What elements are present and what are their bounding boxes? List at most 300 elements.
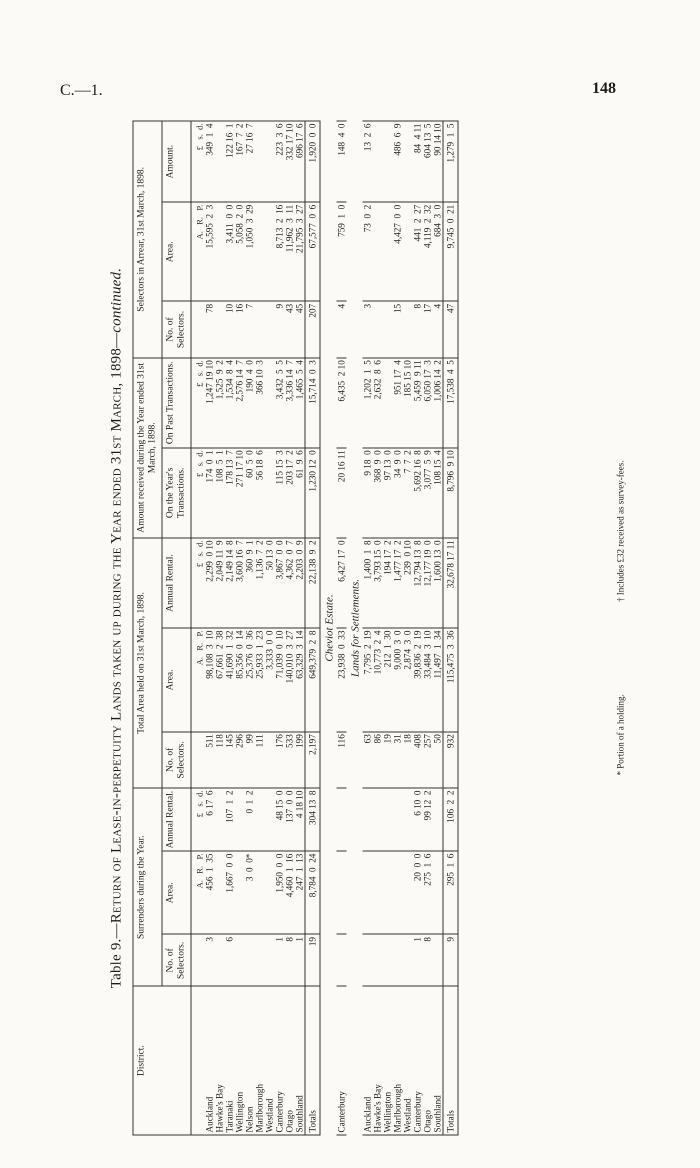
value-cell: 2,299 0 10 — [204, 537, 214, 627]
value-cell: 20 16 11 — [336, 447, 346, 537]
rotated-table-block — [100, 120, 640, 1135]
value-cell: 45 — [294, 301, 305, 357]
value-cell: 332 17 10 — [284, 121, 294, 202]
value-cell: 4 18 10 — [294, 788, 305, 851]
table-row — [294, 121, 305, 1135]
value-cell: 11,962 3 11 — [284, 202, 294, 301]
unit-cell: £ s. d. — [191, 121, 205, 202]
value-cell: 1,006 14 2 — [432, 357, 443, 447]
table-row — [204, 121, 214, 1135]
district-cell: Otago — [422, 986, 432, 1135]
col-no-selectors: No. of Selectors. — [162, 731, 191, 787]
value-cell — [214, 934, 224, 986]
value-cell — [432, 851, 443, 934]
value-cell: 8,796 9 10 — [443, 447, 458, 537]
value-cell — [254, 788, 264, 851]
value-cell: 3,077 5 9 — [422, 447, 432, 537]
totals-row — [305, 121, 320, 1135]
unit-cell — [191, 986, 205, 1135]
value-cell — [336, 851, 346, 934]
value-cell: 203 17 2 — [284, 447, 294, 537]
footnotes — [615, 370, 625, 775]
value-cell: 4 — [432, 301, 443, 357]
value-cell: 115 15 3 — [274, 447, 284, 537]
value-cell: 696 17 6 — [294, 121, 305, 202]
unit-cell: £ s. d. — [191, 357, 205, 447]
value-cell: 441 2 27 — [412, 202, 422, 301]
value-cell: 6 17 6 — [204, 788, 214, 851]
value-cell: 4,427 0 0 — [392, 202, 402, 301]
value-cell — [382, 788, 392, 851]
value-cell — [362, 934, 372, 986]
footnote: † Includes £32 received as survey-fees. — [615, 460, 625, 602]
value-cell: 6 10 0 — [412, 788, 422, 851]
value-cell: 4,362 0 7 — [284, 537, 294, 627]
value-cell: 56 18 6 — [254, 447, 264, 537]
value-cell: 649,379 2 8 — [305, 628, 320, 732]
value-cell — [382, 202, 392, 301]
value-cell: 194 17 2 — [382, 537, 392, 627]
value-cell: 15,714 0 3 — [305, 357, 320, 447]
section-heading-row — [320, 121, 337, 1135]
value-cell: 1,400 1 8 — [362, 537, 372, 627]
value-cell: 408 — [412, 731, 422, 787]
value-cell — [254, 851, 264, 934]
value-cell — [402, 934, 412, 986]
value-cell: 5,459 9 11 — [412, 357, 422, 447]
value-cell: 31 — [392, 731, 402, 787]
value-cell: 19 — [305, 934, 320, 986]
value-cell: 99 12 2 — [422, 788, 432, 851]
value-cell: 47 — [443, 301, 458, 357]
value-cell: 4 — [336, 301, 346, 357]
value-cell: 115,475 3 36 — [443, 628, 458, 732]
value-cell: 486 6 9 — [392, 121, 402, 202]
value-cell — [234, 851, 244, 934]
value-cell — [234, 934, 244, 986]
col-area: Area. — [162, 202, 191, 301]
district-cell: Taranaki — [224, 986, 234, 1135]
value-cell: 67,661 2 38 — [214, 628, 224, 732]
district-cell: Southland — [432, 986, 443, 1135]
unit-cell — [191, 731, 205, 787]
value-cell: 2,576 14 7 — [234, 357, 244, 447]
value-cell: 2,197 — [305, 731, 320, 787]
value-cell: 1,202 1 5 — [362, 357, 372, 447]
value-cell: 533 — [284, 731, 294, 787]
value-cell — [264, 357, 274, 447]
value-cell: 71,039 0 10 — [274, 628, 284, 732]
value-cell: 684 3 0 — [432, 202, 443, 301]
value-cell: 2,632 8 6 — [372, 357, 382, 447]
value-cell: 9 — [274, 301, 284, 357]
unit-cell: £ s. d. — [191, 537, 205, 627]
value-cell: 39,836 2 19 — [412, 628, 422, 732]
table-body — [191, 121, 458, 1135]
value-cell: 60 5 0 — [244, 447, 254, 537]
value-cell: 167 7 2 — [234, 121, 244, 202]
table-row — [412, 121, 422, 1135]
district-cell: Canterbury — [274, 986, 284, 1135]
value-cell: 90 14 10 — [432, 121, 443, 202]
col-on-past-transactions: On Past Transactions. — [162, 357, 191, 447]
district-cell: Wellington — [382, 986, 392, 1135]
value-cell — [402, 202, 412, 301]
value-cell — [264, 731, 274, 787]
table-title-prefix: Table 9.— — [108, 922, 124, 988]
value-cell: 9 18 0 — [362, 447, 372, 537]
value-cell: 6,427 17 0 — [336, 537, 346, 627]
value-cell: 0 1 2 — [244, 788, 254, 851]
value-cell — [372, 851, 382, 934]
value-cell: 1,230 12 0 — [305, 447, 320, 537]
value-cell: 3,600 16 7 — [234, 537, 244, 627]
value-cell: 223 3 6 — [274, 121, 284, 202]
value-cell: 9,745 0 21 — [443, 202, 458, 301]
district-cell: Hawke's Bay — [214, 986, 224, 1135]
section-heading: Lands for Settlements. — [349, 578, 361, 677]
district-cell: Otago — [284, 986, 294, 1135]
value-cell: 41,690 1 32 — [224, 628, 234, 732]
value-cell: 6 — [224, 934, 234, 986]
value-cell: 3,411 0 0 — [224, 202, 234, 301]
value-cell: 145 — [224, 731, 234, 787]
value-cell: 8,713 2 16 — [274, 202, 284, 301]
value-cell: 34 9 0 — [392, 447, 402, 537]
unit-cell — [191, 301, 205, 357]
value-cell: 190 4 0 — [244, 357, 254, 447]
value-cell: 148 4 0 — [336, 121, 346, 202]
value-cell: 25,376 0 36 — [244, 628, 254, 732]
value-cell: 86 — [372, 731, 382, 787]
value-cell: 27 16 7 — [244, 121, 254, 202]
value-cell: 116 — [336, 731, 346, 787]
value-cell — [254, 301, 264, 357]
footnote: * Portion of a holding. — [615, 693, 625, 775]
value-cell — [372, 121, 382, 202]
value-cell — [382, 301, 392, 357]
totals-row — [443, 121, 458, 1135]
value-cell — [372, 301, 382, 357]
table-row — [274, 121, 284, 1135]
table-row — [382, 121, 392, 1135]
value-cell: 207 — [305, 301, 320, 357]
district-cell: Westland — [402, 986, 412, 1135]
value-cell: 275 1 6 — [422, 851, 432, 934]
value-cell: 15,595 2 3 — [204, 202, 214, 301]
value-cell: 3 0 0* — [244, 851, 254, 934]
table-title — [108, 120, 125, 1135]
district-header: District. — [133, 986, 191, 1135]
col-no-selectors: No. of Selectors. — [162, 934, 191, 986]
value-cell — [392, 788, 402, 851]
value-cell: 932 — [443, 731, 458, 787]
district-cell: Marlborough — [254, 986, 264, 1135]
value-cell: 6,435 2 10 — [336, 357, 346, 447]
table-row — [284, 121, 294, 1135]
value-cell — [392, 851, 402, 934]
value-cell: 48 15 0 — [274, 788, 284, 851]
value-cell: 212 1 30 — [382, 628, 392, 732]
value-cell: 50 — [432, 731, 443, 787]
col-area: Area. — [162, 851, 191, 934]
district-cell: Auckland — [362, 986, 372, 1135]
district-cell: Canterbury — [412, 986, 422, 1135]
value-cell: 7 — [244, 301, 254, 357]
value-cell — [372, 934, 382, 986]
value-cell: 63 — [362, 731, 372, 787]
amount-received-header: Amount received during the Year ended 31st March, 1898. — [133, 357, 162, 537]
value-cell: 21,795 3 27 — [294, 202, 305, 301]
value-cell — [244, 934, 254, 986]
value-cell: 1,920 0 0 — [305, 121, 320, 202]
table-row — [254, 121, 264, 1135]
value-cell: 1,950 0 0 — [274, 851, 284, 934]
value-cell: 1,465 5 4 — [294, 357, 305, 447]
table-row — [336, 121, 346, 1135]
value-cell: 2,049 11 9 — [214, 537, 224, 627]
value-cell: 1,477 17 2 — [392, 537, 402, 627]
value-cell — [214, 121, 224, 202]
value-cell: 4,460 1 16 — [284, 851, 294, 934]
value-cell: 5,692 16 8 — [412, 447, 422, 537]
value-cell: 17,538 4 5 — [443, 357, 458, 447]
value-cell: 176 — [274, 731, 284, 787]
value-cell: 3 — [204, 934, 214, 986]
value-cell — [254, 934, 264, 986]
value-cell — [214, 788, 224, 851]
value-cell: 349 1 4 — [204, 121, 214, 202]
value-cell: 61 9 6 — [294, 447, 305, 537]
value-cell: 17 — [422, 301, 432, 357]
value-cell: 1 — [274, 934, 284, 986]
value-cell: 20 0 0 — [412, 851, 422, 934]
value-cell: 13 2 6 — [362, 121, 372, 202]
value-cell — [264, 934, 274, 986]
district-cell: Auckland — [204, 986, 214, 1135]
value-cell: 178 13 7 — [224, 447, 234, 537]
value-cell: 73 0 2 — [362, 202, 372, 301]
value-cell — [382, 357, 392, 447]
col-amount: Amount. — [162, 121, 191, 202]
value-cell: 366 10 3 — [254, 357, 264, 447]
section-heading-row — [346, 121, 362, 1135]
value-cell: 1 — [294, 934, 305, 986]
district-cell: Canterbury — [336, 986, 346, 1135]
col-on-years-transactions: On the Year's Transactions. — [162, 447, 191, 537]
value-cell: 97 13 0 — [382, 447, 392, 537]
page-number: 148 — [592, 80, 616, 97]
value-cell: 33,484 3 10 — [422, 628, 432, 732]
value-cell — [264, 202, 274, 301]
value-cell: 1,600 13 0 — [432, 537, 443, 627]
value-cell: 2,203 0 9 — [294, 537, 305, 627]
table-title-suffix: continued. — [108, 267, 124, 333]
section-heading: Cheviot Estate. — [323, 593, 335, 662]
value-cell: 7,795 2 19 — [362, 628, 372, 732]
table-title-main: Return of Lease-in-perpetuity Lands taken up during the Year ended 31st March, 1898— — [108, 332, 124, 923]
value-cell: 84 4 11 — [412, 121, 422, 202]
value-cell — [264, 301, 274, 357]
value-cell: 759 1 0 — [336, 202, 346, 301]
value-cell — [214, 202, 224, 301]
value-cell: 118 — [214, 731, 224, 787]
value-cell: 1,667 0 0 — [224, 851, 234, 934]
value-cell — [382, 934, 392, 986]
value-cell — [382, 121, 392, 202]
value-cell: 50 13 0 — [264, 537, 274, 627]
value-cell: 108 5 1 — [214, 447, 224, 537]
surrenders-header: Surrenders during the Year. — [133, 788, 162, 986]
table-row — [224, 121, 234, 1135]
table-row — [422, 121, 432, 1135]
value-cell: 1,279 1 5 — [443, 121, 458, 202]
value-cell: 12,177 19 0 — [422, 537, 432, 627]
value-cell — [264, 121, 274, 202]
value-cell: 604 13 5 — [422, 121, 432, 202]
value-cell: 85,356 0 14 — [234, 628, 244, 732]
value-cell: 185 15 10 — [402, 357, 412, 447]
value-cell: 15 — [392, 301, 402, 357]
value-cell — [254, 202, 264, 301]
value-cell — [362, 788, 372, 851]
value-cell: 2,874 3 0 — [402, 628, 412, 732]
district-cell: Marlborough — [392, 986, 402, 1135]
value-cell — [214, 851, 224, 934]
value-cell: 25,933 1 23 — [254, 628, 264, 732]
value-cell: 247 1 13 — [294, 851, 305, 934]
value-cell — [382, 851, 392, 934]
selectors-arrear-header: Selectors in Arrear, 31st March, 1898. — [133, 121, 162, 358]
col-annual-rental: Annual Rental. — [162, 537, 191, 627]
table-row — [432, 121, 443, 1135]
value-cell: 32,678 17 11 — [443, 537, 458, 627]
value-cell: 295 1 6 — [443, 851, 458, 934]
unit-cell: £ s. d. — [191, 447, 205, 537]
value-cell: 22,138 9 2 — [305, 537, 320, 627]
value-cell: 8 — [422, 934, 432, 986]
value-cell — [402, 851, 412, 934]
value-cell: 67,577 0 6 — [305, 202, 320, 301]
district-cell: Totals — [443, 986, 458, 1135]
value-cell: 9 — [443, 934, 458, 986]
value-cell — [362, 851, 372, 934]
unit-cell — [191, 934, 205, 986]
value-cell: 8,784 0 24 — [305, 851, 320, 934]
value-cell: 4,119 2 32 — [422, 202, 432, 301]
unit-cell: A. R. P. — [191, 628, 205, 732]
value-cell: 456 1 35 — [204, 851, 214, 934]
value-cell: 239 0 10 — [402, 537, 412, 627]
district-cell: Hawke's Bay — [372, 986, 382, 1135]
value-cell: 3 — [362, 301, 372, 357]
value-cell — [402, 301, 412, 357]
value-cell — [372, 788, 382, 851]
value-cell: 16 — [234, 301, 244, 357]
col-no-selectors: No. of Selectors. — [162, 301, 191, 357]
total-area-header: Total Area held on 31st March, 1898. — [133, 537, 162, 787]
value-cell — [372, 202, 382, 301]
value-cell: 951 17 4 — [392, 357, 402, 447]
value-cell: 3,867 0 0 — [274, 537, 284, 627]
value-cell — [402, 121, 412, 202]
value-cell — [214, 301, 224, 357]
value-cell: 43 — [284, 301, 294, 357]
value-cell: 174 0 1 — [204, 447, 214, 537]
table-row — [244, 121, 254, 1135]
value-cell: 1,247 19 10 — [204, 357, 214, 447]
value-cell: 99 — [244, 731, 254, 787]
value-cell: 106 2 2 — [443, 788, 458, 851]
value-cell — [432, 788, 443, 851]
value-cell — [432, 934, 443, 986]
value-cell — [336, 934, 346, 986]
value-cell: 199 — [294, 731, 305, 787]
value-cell: 108 15 4 — [432, 447, 443, 537]
value-cell: 9,000 3 0 — [392, 628, 402, 732]
district-cell: Wellington — [234, 986, 244, 1135]
value-cell: 140,010 3 27 — [284, 628, 294, 732]
value-cell — [264, 447, 274, 537]
table-row — [214, 121, 224, 1135]
value-cell: 1,136 7 2 — [254, 537, 264, 627]
value-cell: 271 17 10 — [234, 447, 244, 537]
value-cell — [234, 788, 244, 851]
value-cell: 1,525 9 2 — [214, 357, 224, 447]
lease-table — [132, 120, 458, 1135]
district-cell: Southland — [294, 986, 305, 1135]
value-cell: 10,773 2 4 — [372, 628, 382, 732]
value-cell: 7 7 2 — [402, 447, 412, 537]
value-cell: 296 — [234, 731, 244, 787]
district-cell: Totals — [305, 986, 320, 1135]
table-row — [234, 121, 244, 1135]
table-row — [402, 121, 412, 1135]
value-cell — [264, 851, 274, 934]
value-cell: 360 9 1 — [244, 537, 254, 627]
value-cell — [402, 788, 412, 851]
value-cell: 3,793 15 0 — [372, 537, 382, 627]
value-cell: 63,329 3 14 — [294, 628, 305, 732]
table-row — [264, 121, 274, 1135]
value-cell — [336, 788, 346, 851]
value-cell: 98,108 3 10 — [204, 628, 214, 732]
value-cell: 137 0 0 — [284, 788, 294, 851]
col-area: Area. — [162, 628, 191, 732]
value-cell: 8 — [284, 934, 294, 986]
value-cell: 6,050 17 3 — [422, 357, 432, 447]
value-cell: 1,050 3 29 — [244, 202, 254, 301]
value-cell: 511 — [204, 731, 214, 787]
col-annual-rental: Annual Rental. — [162, 788, 191, 851]
unit-cell: £ s. d. — [191, 788, 205, 851]
value-cell: 10 — [224, 301, 234, 357]
value-cell: 3,432 5 5 — [274, 357, 284, 447]
value-cell: 11,497 1 34 — [432, 628, 443, 732]
value-cell: 12,794 13 8 — [412, 537, 422, 627]
value-cell: 257 — [422, 731, 432, 787]
value-cell — [264, 788, 274, 851]
value-cell: 1,534 8 4 — [224, 357, 234, 447]
district-cell: Westland — [264, 986, 274, 1135]
page-reference: C.—1. — [60, 82, 103, 99]
value-cell: 2,149 14 8 — [224, 537, 234, 627]
table-row — [362, 121, 372, 1135]
value-cell: 122 16 1 — [224, 121, 234, 202]
value-cell: 23,938 0 33 — [336, 628, 346, 732]
unit-cell: A. R. P. — [191, 202, 205, 301]
value-cell: 111 — [254, 731, 264, 787]
